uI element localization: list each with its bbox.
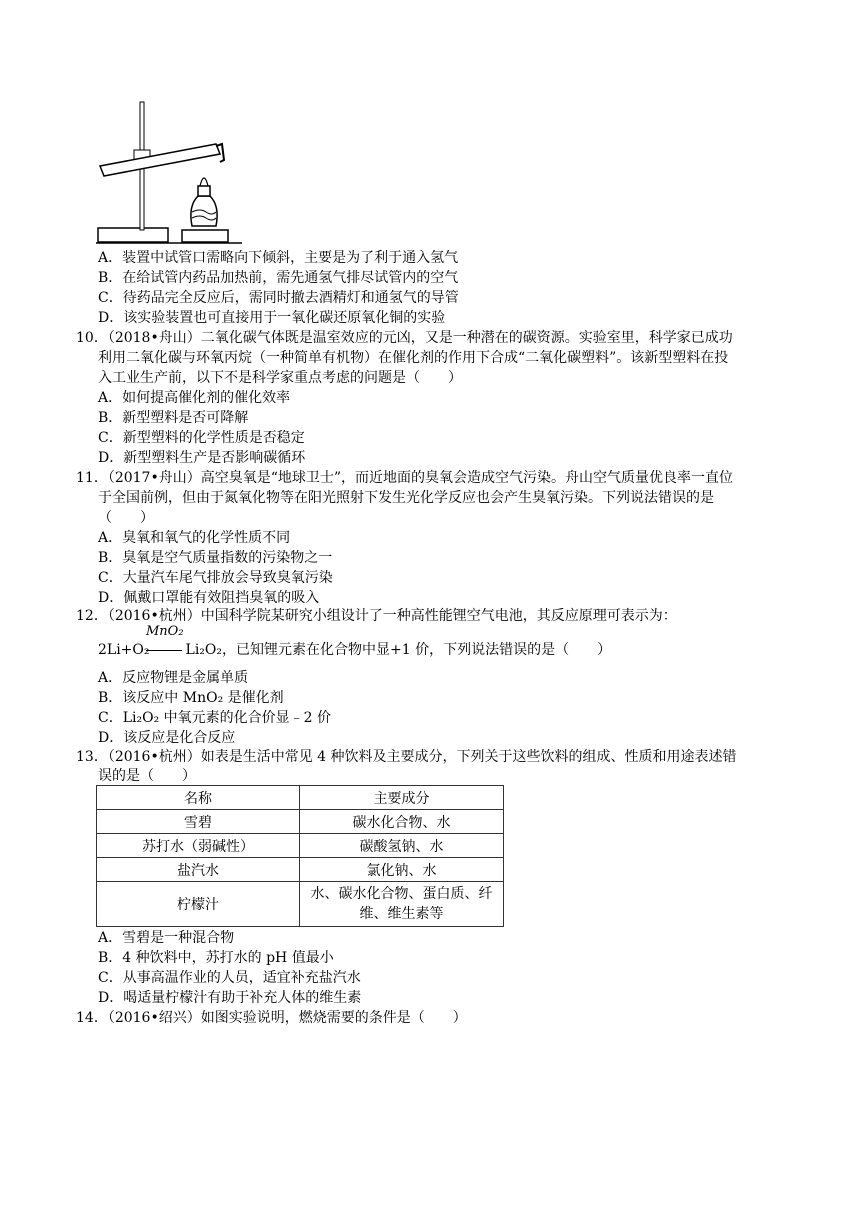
q10-option-a: A．如何提高催化剂的催化效率 [98, 390, 291, 406]
q11-option-c: C．大量汽车尾气排放会导致臭氧污染 [98, 570, 333, 586]
q11-stem-line-3: （ ） [98, 510, 154, 526]
q11-option-d: D．佩戴口罩能有效阻挡臭氧的吸入 [98, 590, 320, 606]
q9-option-b: B．在给试管内药品加热前，需先通氢气排尽试管内的空气 [98, 270, 459, 286]
q13-option-d: D．喝适量柠檬汁有助于补充人体的维生素 [98, 990, 362, 1006]
q11-stem-line-1: 11．（2017•舟山）高空臭氧是“地球卫士”，而近地面的臭氧会造成空气污染。舟山空气质量优良率一直位 [76, 470, 734, 486]
q11-stem-line-2: 于全国前例，但由于氮氧化物等在阳光照射下发生光化学反应也会产生臭氧污染。下列说法错误的是 [98, 490, 714, 506]
q11-option-a: A．臭氧和氧气的化学性质不同 [98, 530, 291, 546]
q13-option-b: B．4 种饮料中，苏打水的 pH 值最小 [98, 950, 334, 966]
q10-stem-line-3: 入工业生产前，以下不是科学家重点考虑的问题是（ ） [98, 370, 462, 386]
table-row [97, 858, 504, 882]
q12-stem: 12．（2016•杭州）中国科学院某研究小组设计了一种高性能锂空气电池，其反应原理可表示为： [76, 608, 677, 624]
q14-stem: 14．（2016•绍兴）如图实验说明，燃烧需要的条件是（ ） [76, 1010, 467, 1026]
q10-option-d: D．新型塑料生产是否影响碳循环 [98, 450, 306, 466]
q12-equation-right: Li₂O₂，已知锂元素在化合物中显+1 价，下列说法错误的是（ ） [185, 642, 612, 658]
table-header-row [97, 786, 504, 810]
q13-option-a: A．雪碧是一种混合物 [98, 930, 235, 946]
q12-option-a: A．反应物锂是金属单质 [98, 670, 249, 686]
q10-stem-line-1: 10．（2018•舟山）二氧化碳气体既是温室效应的元凶，又是一种潜在的碳资源。实验室里，科学家已成功 [76, 330, 733, 346]
q9-option-c: C．待药品完全反应后，需同时撤去酒精灯和通氢气的导管 [98, 290, 459, 306]
table-cell-name: 雪碧 [97, 810, 300, 834]
q13-stem-line-2: 误的是（ ） [98, 768, 196, 784]
table-cell-name: 苏打水（弱碱性） [97, 834, 300, 858]
q12-option-d: D．该反应是化合反应 [98, 730, 236, 746]
q13-option-c: C．从事高温作业的人员，适宜补充盐汽水 [98, 970, 361, 986]
table-row [97, 810, 504, 834]
q10-stem-line-2: 利用二氧化碳与环氧丙烷（一种简单有机物）在催化剂的作用下合成“二氧化碳塑料”。该新型塑料在投 [98, 350, 729, 366]
table-header-name: 名称 [97, 786, 300, 810]
table-cell-name: 柠檬汁 [97, 882, 300, 927]
q12-catalyst-label: MnO₂ [146, 624, 184, 639]
reaction-arrow [146, 650, 182, 651]
q10-option-c: C．新型塑料的化学性质是否稳定 [98, 430, 305, 446]
q9-option-a: A．装置中试管口需略向下倾斜，主要是为了利于通入氢气 [98, 250, 459, 266]
table-cell-ingredients: 氯化钠、水 [300, 858, 504, 882]
table-row [97, 834, 504, 858]
q12-option-c: C．Li₂O₂ 中氧元素的化合价显﹣2 价 [98, 710, 331, 726]
table-cell-ingredients: 碳酸氢钠、水 [300, 834, 504, 858]
table-header-ingredients: 主要成分 [300, 786, 504, 810]
table-row [97, 882, 504, 927]
table-cell-ingredients: 碳水化合物、水 [300, 810, 504, 834]
q12-equation-left: 2Li+O₂ [98, 642, 150, 658]
q10-option-b: B．新型塑料是否可降解 [98, 410, 249, 426]
q9-option-d: D．该实验装置也可直接用于一氧化碳还原氧化铜的实验 [98, 310, 446, 326]
apparatus-figure [96, 100, 242, 246]
q13-stem-line-1: 13．（2016•杭州）如表是生活中常见 4 种饮料及主要成分，下列关于这些饮料的组成、性质和用途表述错 [76, 749, 737, 765]
q12-option-b: B．该反应中 MnO₂ 是催化剂 [98, 690, 284, 706]
beverage-table [96, 785, 504, 927]
table-cell-ingredients: 水、碳水化合物、蛋白质、纤维、维生素等 [300, 882, 504, 927]
q11-option-b: B．臭氧是空气质量指数的污染物之一 [98, 550, 333, 566]
table-cell-name: 盐汽水 [97, 858, 300, 882]
